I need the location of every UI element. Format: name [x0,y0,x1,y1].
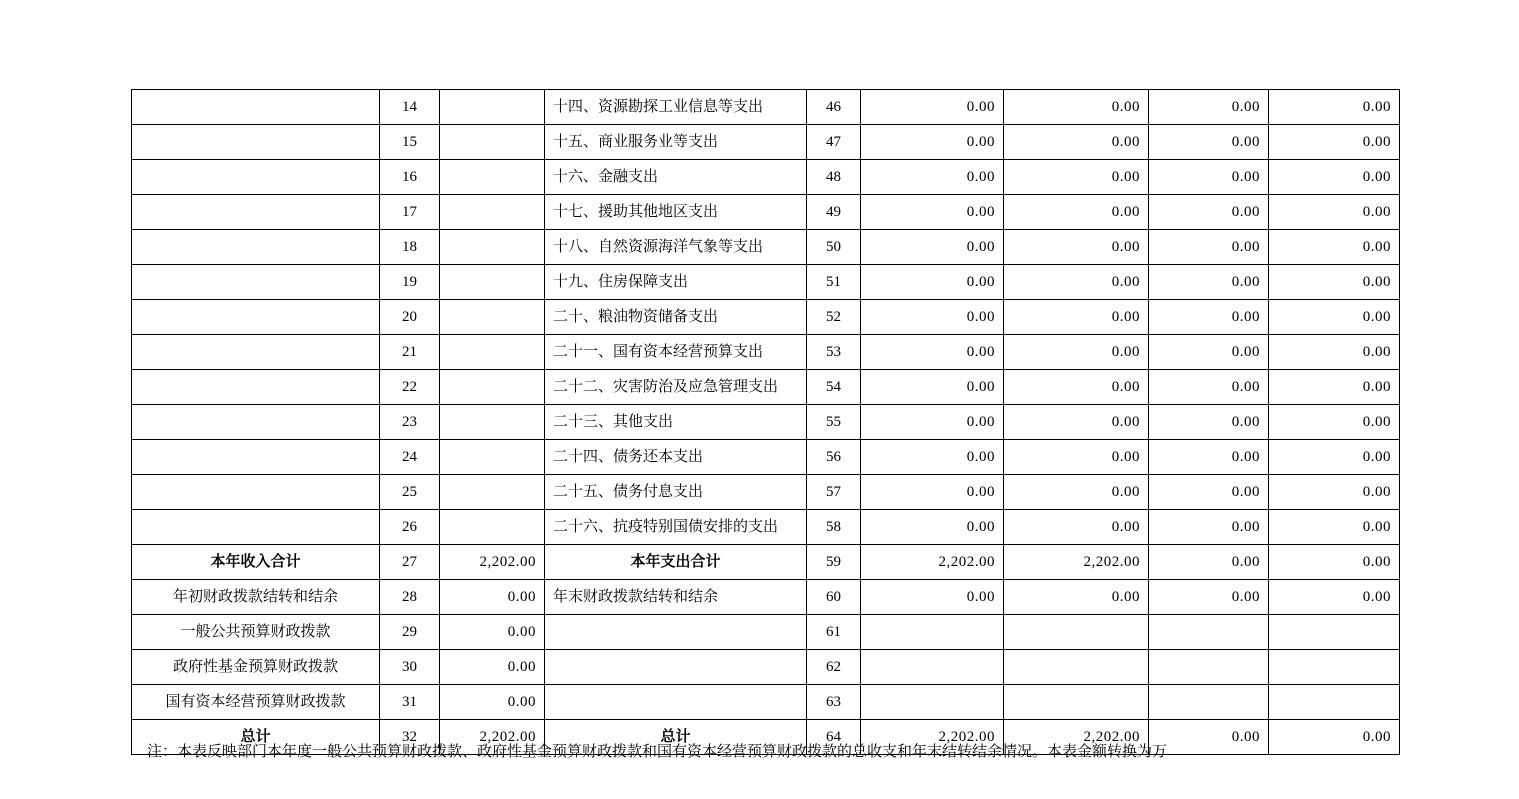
expense-general-public-budget: 0.00 [1004,405,1149,440]
expense-row-no: 63 [807,685,861,720]
expense-row-no: 54 [807,370,861,405]
income-item-cell [132,300,380,335]
income-row-no: 28 [380,580,440,615]
expense-general-public-budget: 0.00 [1004,90,1149,125]
table-row [132,405,1400,440]
expense-gov-fund-budget [1149,615,1269,650]
expense-row-no: 57 [807,475,861,510]
income-amount: 0.00 [440,650,545,685]
expense-gov-fund-budget: 0.00 [1149,440,1269,475]
expense-item-cell: 二十、粮油物资储备支出 [545,300,807,335]
expense-row-no: 51 [807,265,861,300]
expense-gov-fund-budget: 0.00 [1149,90,1269,125]
expense-gov-fund-budget: 0.00 [1149,195,1269,230]
expense-row-no: 60 [807,580,861,615]
expense-total [861,650,1004,685]
income-amount: 2,202.00 [440,720,545,755]
expense-item-cell: 十五、商业服务业等支出 [545,125,807,160]
expense-general-public-budget: 2,202.00 [1004,720,1149,755]
expense-item-cell: 二十四、债务还本支出 [545,440,807,475]
income-row-no: 24 [380,440,440,475]
expense-row-no: 52 [807,300,861,335]
expense-gov-fund-budget: 0.00 [1149,720,1269,755]
expense-state-capital-budget [1269,615,1400,650]
table-row [132,650,1400,685]
expense-row-no: 61 [807,615,861,650]
expense-state-capital-budget [1269,685,1400,720]
expense-total [861,685,1004,720]
expense-state-capital-budget: 0.00 [1269,195,1400,230]
expense-state-capital-budget: 0.00 [1269,230,1400,265]
expense-state-capital-budget: 0.00 [1269,300,1400,335]
budget-table-container [131,89,1391,755]
expense-item-cell: 十六、金融支出 [545,160,807,195]
table-row [132,510,1400,545]
expense-general-public-budget: 0.00 [1004,370,1149,405]
table-row [132,300,1400,335]
table-row [132,685,1400,720]
expense-row-no: 53 [807,335,861,370]
income-amount: 2,202.00 [440,545,545,580]
expense-total: 2,202.00 [861,720,1004,755]
expense-item-cell: 二十六、抗疫特别国债安排的支出 [545,510,807,545]
budget-table [131,89,1400,755]
expense-gov-fund-budget: 0.00 [1149,510,1269,545]
expense-total: 0.00 [861,475,1004,510]
expense-item-cell: 十九、住房保障支出 [545,265,807,300]
income-item-cell: 本年收入合计 [132,545,380,580]
income-amount: 0.00 [440,615,545,650]
table-row [132,160,1400,195]
expense-total: 0.00 [861,90,1004,125]
income-row-no: 21 [380,335,440,370]
income-item-cell [132,510,380,545]
expense-state-capital-budget: 0.00 [1269,405,1400,440]
income-amount [440,510,545,545]
expense-item-cell: 十四、资源勘探工业信息等支出 [545,90,807,125]
expense-item-cell: 二十三、其他支出 [545,405,807,440]
expense-total: 0.00 [861,405,1004,440]
expense-total: 0.00 [861,125,1004,160]
expense-row-no: 47 [807,125,861,160]
income-item-cell: 政府性基金预算财政拨款 [132,650,380,685]
income-item-cell [132,335,380,370]
income-item-cell [132,370,380,405]
expense-gov-fund-budget: 0.00 [1149,335,1269,370]
income-amount [440,195,545,230]
income-row-no: 18 [380,230,440,265]
income-item-cell [132,440,380,475]
expense-gov-fund-budget: 0.00 [1149,300,1269,335]
expense-total: 0.00 [861,230,1004,265]
income-amount [440,440,545,475]
expense-state-capital-budget: 0.00 [1269,510,1400,545]
income-item-cell [132,160,380,195]
expense-total: 0.00 [861,335,1004,370]
expense-gov-fund-budget: 0.00 [1149,545,1269,580]
income-row-no: 16 [380,160,440,195]
table-footnote [131,741,1401,763]
expense-gov-fund-budget: 0.00 [1149,265,1269,300]
income-item-cell [132,405,380,440]
expense-general-public-budget [1004,615,1149,650]
expense-row-no: 46 [807,90,861,125]
income-amount [440,300,545,335]
table-row [132,615,1400,650]
expense-general-public-budget: 0.00 [1004,440,1149,475]
table-row [132,475,1400,510]
income-item-cell: 一般公共预算财政拨款 [132,615,380,650]
income-row-no: 20 [380,300,440,335]
income-item-cell [132,230,380,265]
expense-state-capital-budget: 0.00 [1269,335,1400,370]
expense-gov-fund-budget: 0.00 [1149,230,1269,265]
income-row-no: 30 [380,650,440,685]
expense-general-public-budget: 0.00 [1004,300,1149,335]
table-row [132,195,1400,230]
expense-item-cell: 二十五、债务付息支出 [545,475,807,510]
income-item-cell: 总计 [132,720,380,755]
expense-total: 0.00 [861,370,1004,405]
table-row [132,265,1400,300]
expense-total: 2,202.00 [861,545,1004,580]
expense-state-capital-budget: 0.00 [1269,265,1400,300]
income-item-cell [132,125,380,160]
income-amount [440,230,545,265]
expense-item-cell [545,650,807,685]
expense-item-cell: 总计 [545,720,807,755]
income-amount [440,370,545,405]
income-row-no: 31 [380,685,440,720]
expense-total: 0.00 [861,510,1004,545]
expense-total: 0.00 [861,440,1004,475]
expense-total: 0.00 [861,580,1004,615]
table-row [132,370,1400,405]
income-row-no: 19 [380,265,440,300]
expense-general-public-budget: 0.00 [1004,580,1149,615]
income-row-no: 29 [380,615,440,650]
expense-item-cell: 本年支出合计 [545,545,807,580]
expense-total: 0.00 [861,265,1004,300]
expense-row-no: 56 [807,440,861,475]
income-row-no: 27 [380,545,440,580]
expense-gov-fund-budget: 0.00 [1149,405,1269,440]
income-row-no: 23 [380,405,440,440]
budget-table-body [132,90,1400,755]
expense-general-public-budget [1004,685,1149,720]
income-amount [440,335,545,370]
expense-general-public-budget: 0.00 [1004,510,1149,545]
expense-state-capital-budget [1269,650,1400,685]
expense-general-public-budget: 0.00 [1004,195,1149,230]
expense-state-capital-budget: 0.00 [1269,125,1400,160]
expense-row-no: 49 [807,195,861,230]
expense-item-cell: 十七、援助其他地区支出 [545,195,807,230]
expense-total: 0.00 [861,300,1004,335]
income-amount: 0.00 [440,685,545,720]
expense-gov-fund-budget: 0.00 [1149,160,1269,195]
income-row-no: 26 [380,510,440,545]
expense-state-capital-budget: 0.00 [1269,580,1400,615]
income-row-no: 32 [380,720,440,755]
expense-row-no: 55 [807,405,861,440]
expense-row-no: 59 [807,545,861,580]
income-row-no: 22 [380,370,440,405]
expense-item-cell: 二十一、国有资本经营预算支出 [545,335,807,370]
table-row [132,335,1400,370]
income-row-no: 25 [380,475,440,510]
expense-item-cell: 年末财政拨款结转和结余 [545,580,807,615]
expense-general-public-budget: 0.00 [1004,475,1149,510]
expense-gov-fund-budget: 0.00 [1149,125,1269,160]
income-amount [440,265,545,300]
income-row-no: 17 [380,195,440,230]
income-row-no: 15 [380,125,440,160]
expense-total: 0.00 [861,195,1004,230]
income-item-cell [132,195,380,230]
table-row [132,440,1400,475]
table-row [132,580,1400,615]
expense-state-capital-budget: 0.00 [1269,720,1400,755]
expense-general-public-budget: 0.00 [1004,335,1149,370]
expense-row-no: 48 [807,160,861,195]
footnote-text: 注：本表反映部门本年度一般公共预算财政拨款、政府性基金预算财政拨款和国有资本经营预算财政拨款的总收支和年末结转结余情况。本表金额转换为万 [147,744,1168,760]
expense-item-cell [545,615,807,650]
expense-gov-fund-budget: 0.00 [1149,475,1269,510]
income-amount [440,475,545,510]
income-item-cell: 年初财政拨款结转和结余 [132,580,380,615]
table-row [132,545,1400,580]
expense-general-public-budget [1004,650,1149,685]
expense-gov-fund-budget [1149,685,1269,720]
expense-general-public-budget: 2,202.00 [1004,545,1149,580]
table-row [132,125,1400,160]
expense-row-no: 58 [807,510,861,545]
expense-gov-fund-budget: 0.00 [1149,580,1269,615]
income-item-cell [132,265,380,300]
income-amount [440,90,545,125]
expense-item-cell: 十八、自然资源海洋气象等支出 [545,230,807,265]
expense-general-public-budget: 0.00 [1004,160,1149,195]
expense-state-capital-budget: 0.00 [1269,440,1400,475]
table-row [132,230,1400,265]
expense-gov-fund-budget: 0.00 [1149,370,1269,405]
expense-state-capital-budget: 0.00 [1269,545,1400,580]
expense-general-public-budget: 0.00 [1004,125,1149,160]
expense-general-public-budget: 0.00 [1004,230,1149,265]
expense-item-cell [545,685,807,720]
income-amount [440,160,545,195]
expense-total [861,615,1004,650]
expense-state-capital-budget: 0.00 [1269,90,1400,125]
expense-state-capital-budget: 0.00 [1269,370,1400,405]
income-row-no: 14 [380,90,440,125]
income-item-cell: 国有资本经营预算财政拨款 [132,685,380,720]
expense-item-cell: 二十二、灾害防治及应急管理支出 [545,370,807,405]
expense-state-capital-budget: 0.00 [1269,475,1400,510]
expense-row-no: 62 [807,650,861,685]
income-amount [440,125,545,160]
income-item-cell [132,475,380,510]
income-item-cell [132,90,380,125]
expense-row-no: 64 [807,720,861,755]
expense-total: 0.00 [861,160,1004,195]
expense-row-no: 50 [807,230,861,265]
income-amount: 0.00 [440,580,545,615]
table-row [132,90,1400,125]
income-amount [440,405,545,440]
expense-gov-fund-budget [1149,650,1269,685]
expense-state-capital-budget: 0.00 [1269,160,1400,195]
expense-general-public-budget: 0.00 [1004,265,1149,300]
